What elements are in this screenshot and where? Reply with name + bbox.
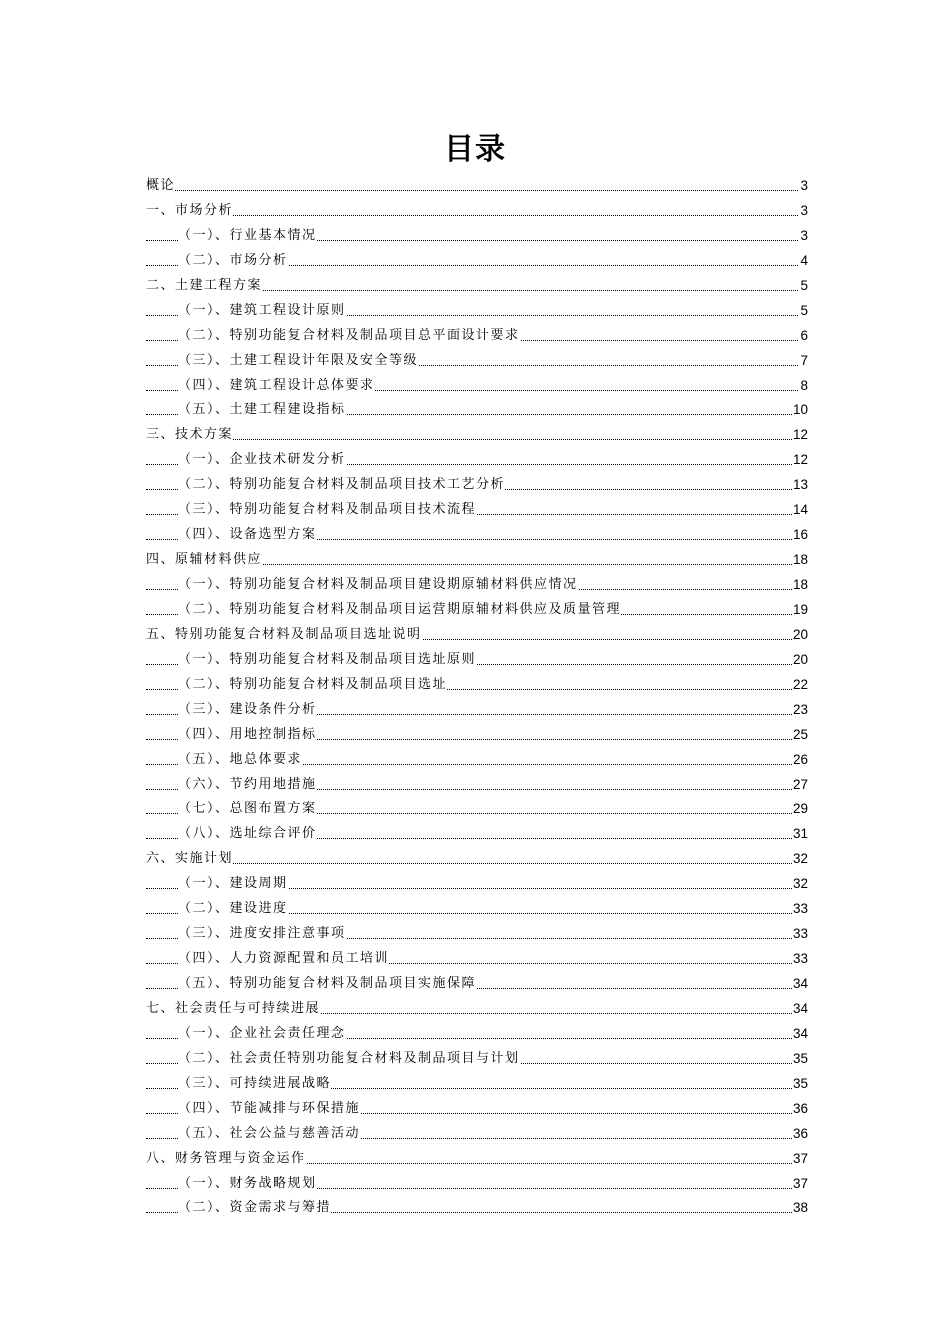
toc-entry-page-number: 3 bbox=[799, 224, 808, 248]
toc-entry-label: （一）、财务战略规划 bbox=[178, 1175, 317, 1191]
toc-entry-page-number: 25 bbox=[792, 723, 808, 747]
toc-entry-page-number: 26 bbox=[792, 748, 808, 772]
toc-entry-page-number: 23 bbox=[792, 698, 808, 722]
toc-entry-label: （一）、特别功能复合材料及制品项目选址原则 bbox=[178, 651, 477, 667]
toc-section-entry[interactable] bbox=[146, 299, 808, 324]
toc-entry-label: （五）、特别功能复合材料及制品项目实施保障 bbox=[178, 976, 477, 991]
toc-entry-page-number: 37 bbox=[792, 1147, 808, 1171]
toc-entry-page-number: 13 bbox=[792, 473, 808, 497]
toc-section-entry[interactable] bbox=[146, 1047, 808, 1072]
toc-entry-label: 三、技术方案 bbox=[146, 427, 234, 443]
toc-entry-page-number: 14 bbox=[792, 498, 808, 522]
toc-section-entry[interactable] bbox=[146, 972, 808, 997]
toc-entry-page-number: 34 bbox=[792, 972, 808, 996]
toc-section-entry[interactable] bbox=[146, 573, 808, 598]
toc-entry-page-number: 20 bbox=[792, 648, 808, 672]
toc-entry-label: （四）、用地控制指标 bbox=[178, 726, 317, 742]
toc-section-entry[interactable] bbox=[146, 922, 808, 947]
toc-entry-page-number: 38 bbox=[792, 1196, 808, 1220]
dot-leader bbox=[146, 190, 808, 191]
toc-chapter-entry[interactable] bbox=[146, 997, 808, 1022]
toc-entry-label: （六）、节约用地措施 bbox=[178, 776, 317, 792]
toc-section-entry[interactable] bbox=[146, 1072, 808, 1097]
toc-entry-label: 四、原辅材料供应 bbox=[146, 552, 263, 568]
toc-section-entry[interactable] bbox=[146, 224, 808, 249]
toc-entry-label: （二）、市场分析 bbox=[178, 252, 288, 268]
toc-chapter-entry[interactable] bbox=[146, 623, 808, 648]
toc-entry-label: （七）、总图布置方案 bbox=[178, 801, 317, 817]
toc-entry-label: （二）、建设进度 bbox=[178, 901, 288, 917]
toc-entry-page-number: 12 bbox=[792, 448, 808, 472]
toc-section-entry[interactable] bbox=[146, 1022, 808, 1047]
toc-section-entry[interactable] bbox=[146, 249, 808, 274]
toc-entry-label: 概论 bbox=[146, 178, 176, 193]
toc-entry-page-number: 16 bbox=[792, 523, 808, 547]
toc-section-entry[interactable] bbox=[146, 324, 808, 349]
toc-entry-label: （三）、可持续进展战略 bbox=[178, 1075, 332, 1091]
toc-entry-label: （二）、特别功能复合材料及制品项目运营期原辅材料供应及质量管理 bbox=[178, 601, 622, 617]
toc-section-entry[interactable] bbox=[146, 897, 808, 922]
toc-entry-label: （一）、企业社会责任理念 bbox=[178, 1025, 346, 1041]
toc-chapter-entry[interactable] bbox=[146, 274, 808, 299]
toc-section-entry[interactable] bbox=[146, 448, 808, 473]
toc-entry-label: （二）、特别功能复合材料及制品项目技术工艺分析 bbox=[178, 477, 506, 493]
toc-section-entry[interactable] bbox=[146, 773, 808, 798]
toc-chapter-entry[interactable] bbox=[146, 423, 808, 448]
toc-entry-label: （三）、进度安排注意事项 bbox=[178, 926, 346, 942]
page-title: 目录 bbox=[444, 132, 506, 167]
toc-entry-page-number: 18 bbox=[792, 573, 808, 597]
toc-entry-page-number: 22 bbox=[792, 673, 808, 697]
toc-section-entry[interactable] bbox=[146, 648, 808, 673]
toc-entry-page-number: 8 bbox=[799, 374, 808, 398]
toc-entry-label: （二）、特别功能复合材料及制品项目选址 bbox=[178, 676, 448, 692]
toc-entry-label: （一）、行业基本情况 bbox=[178, 227, 317, 243]
toc-entry-page-number: 36 bbox=[792, 1122, 808, 1146]
toc-section-entry[interactable] bbox=[146, 398, 808, 423]
toc-chapter-entry[interactable] bbox=[146, 199, 808, 224]
toc-entry-page-number: 31 bbox=[792, 822, 808, 846]
toc-entry-page-number: 32 bbox=[792, 847, 808, 871]
toc-entry-page-number: 18 bbox=[792, 548, 808, 572]
toc-section-entry[interactable] bbox=[146, 473, 808, 498]
toc-section-entry[interactable] bbox=[146, 797, 808, 822]
toc-entry-page-number: 27 bbox=[792, 773, 808, 797]
toc-entry-label: （八）、选址综合评价 bbox=[178, 826, 317, 842]
toc-section-entry[interactable] bbox=[146, 947, 808, 972]
toc-entry-label: 六、实施计划 bbox=[146, 851, 234, 867]
toc-entry-page-number: 29 bbox=[792, 797, 808, 821]
toc-entry-label: （五）、社会公益与慈善活动 bbox=[178, 1125, 361, 1141]
toc-entry-label: （一）、建设周期 bbox=[178, 876, 288, 892]
toc-section-entry[interactable] bbox=[146, 872, 808, 897]
toc-entry-label: （一）、特别功能复合材料及制品项目建设期原辅材料供应情况 bbox=[178, 577, 578, 592]
toc-entry-page-number: 6 bbox=[799, 324, 808, 348]
toc-entry-page-number: 35 bbox=[792, 1047, 808, 1071]
toc-entry-label: 八、财务管理与资金运作 bbox=[146, 1150, 306, 1166]
toc-entry-page-number: 20 bbox=[792, 623, 808, 647]
toc-entry-label: 一、市场分析 bbox=[146, 202, 234, 218]
toc-chapter-entry[interactable] bbox=[146, 548, 808, 573]
toc-entry-page-number: 7 bbox=[799, 349, 808, 373]
toc-entry-page-number: 33 bbox=[792, 947, 808, 971]
toc-entry-page-number: 33 bbox=[792, 922, 808, 946]
toc-entry-page-number: 34 bbox=[792, 1022, 808, 1046]
toc-entry-label: 二、土建工程方案 bbox=[146, 277, 263, 293]
toc-entry-page-number: 33 bbox=[792, 897, 808, 921]
toc-entry-page-number: 35 bbox=[792, 1072, 808, 1096]
toc-section-entry[interactable] bbox=[146, 673, 808, 698]
toc-entry-label: （四）、设备选型方案 bbox=[178, 527, 317, 543]
toc-section-entry[interactable] bbox=[146, 349, 808, 374]
toc-section-entry[interactable] bbox=[146, 822, 808, 847]
toc-chapter-entry[interactable] bbox=[146, 847, 808, 872]
toc-entry-page-number: 3 bbox=[799, 199, 808, 223]
toc-entry-label: （三）、建设条件分析 bbox=[178, 701, 317, 717]
toc-section-entry[interactable] bbox=[146, 1097, 808, 1122]
toc-entry-page-number: 4 bbox=[799, 249, 808, 273]
toc-entry-label: （四）、建筑工程设计总体要求 bbox=[178, 377, 375, 393]
toc-entry-label: 七、社会责任与可持续进展 bbox=[146, 1000, 321, 1016]
toc-entry-page-number: 5 bbox=[799, 274, 808, 298]
toc-section-entry[interactable] bbox=[146, 748, 808, 773]
toc-entry-page-number: 5 bbox=[799, 299, 808, 323]
toc-section-entry[interactable] bbox=[146, 498, 808, 523]
toc-entry-page-number: 12 bbox=[792, 423, 808, 447]
toc-entry-page-number: 37 bbox=[792, 1172, 808, 1196]
toc-section-entry[interactable] bbox=[146, 723, 808, 748]
toc-entry-label: （一）、企业技术研发分析 bbox=[178, 452, 346, 468]
toc-entry-page-number: 36 bbox=[792, 1097, 808, 1121]
toc-section-entry[interactable] bbox=[146, 598, 808, 623]
toc-entry-label: （三）、特别功能复合材料及制品项目技术流程 bbox=[178, 502, 477, 518]
dot-leader bbox=[146, 215, 808, 216]
toc-entry-label: （二）、资金需求与筹措 bbox=[178, 1200, 332, 1216]
toc-entry-label: （一）、建筑工程设计原则 bbox=[178, 302, 346, 318]
toc-entry-label: （四）、人力资源配置和员工培训 bbox=[178, 951, 390, 967]
toc-section-entry[interactable] bbox=[146, 1172, 808, 1197]
toc-section-entry[interactable] bbox=[146, 374, 808, 399]
toc-chapter-entry[interactable] bbox=[146, 1147, 808, 1172]
toc-entry-label: （三）、土建工程设计年限及安全等级 bbox=[178, 352, 419, 368]
dot-leader bbox=[146, 863, 808, 864]
toc-entry-label: （二）、社会责任特别功能复合材料及制品项目与计划 bbox=[178, 1050, 520, 1066]
dot-leader bbox=[146, 439, 808, 440]
table-of-contents bbox=[146, 174, 808, 1221]
toc-entry-label: （五）、地总体要求 bbox=[178, 751, 303, 767]
toc-entry-page-number: 19 bbox=[792, 598, 808, 622]
toc-entry-page-number: 3 bbox=[799, 174, 808, 198]
toc-entry-label: （四）、节能减排与环保措施 bbox=[178, 1100, 361, 1116]
toc-section-entry[interactable] bbox=[146, 1122, 808, 1147]
toc-entry-page-number: 10 bbox=[792, 398, 808, 422]
toc-entry-label: （五）、土建工程建设指标 bbox=[178, 402, 346, 418]
toc-section-entry[interactable] bbox=[146, 698, 808, 723]
toc-section-entry[interactable] bbox=[146, 523, 808, 548]
toc-entry-page-number: 32 bbox=[792, 872, 808, 896]
toc-chapter-entry[interactable] bbox=[146, 174, 808, 199]
toc-entry-page-number: 34 bbox=[792, 997, 808, 1021]
toc-section-entry[interactable] bbox=[146, 1196, 808, 1221]
toc-entry-label: 五、特别功能复合材料及制品项目选址说明 bbox=[146, 626, 422, 642]
toc-entry-label: （二）、特别功能复合材料及制品项目总平面设计要求 bbox=[178, 327, 520, 343]
